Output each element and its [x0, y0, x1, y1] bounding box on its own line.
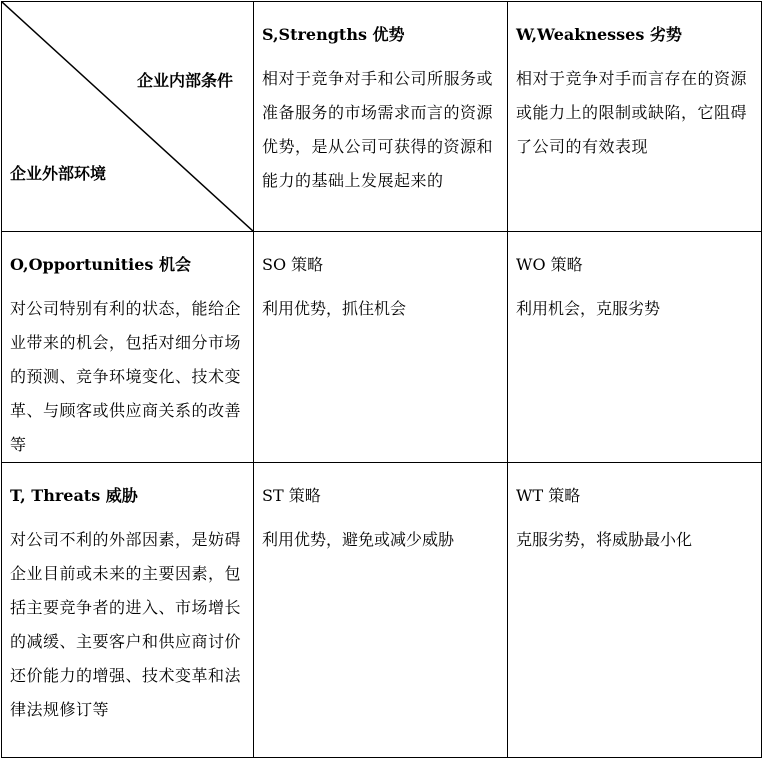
opportunities-description: 对公司特别有利的状态，能给企业带来的机会，包括对细分市场的预测、竞争环境变化、技术变革、与顾客或供应商关系的改善等 — [10, 299, 242, 454]
wo-strategy-title: WO 策略 — [516, 255, 583, 274]
threats-row — [2, 463, 762, 758]
weaknesses-description: 相对于竞争对手而言存在的资源或能力上的限制或缺陷，它阻碍了公司的有效表现 — [516, 69, 748, 156]
diagonal-divider — [2, 2, 254, 232]
so-strategy-cell — [254, 232, 508, 463]
swot-table — [1, 1, 762, 758]
wo-strategy-cell — [508, 232, 762, 463]
opportunities-title: O,Opportunities 机会 — [10, 255, 191, 274]
threats-description: 对公司不利的外部因素，是妨碍企业目前或未来的主要因素，包括主要竞争者的进入、市场增长的减缓、主要客户和供应商讨价还价能力的增强、技术变革和法律法规修订等 — [10, 530, 242, 719]
wo-strategy-text: 利用机会，克服劣势 — [516, 299, 661, 318]
internal-conditions-label: 企业内部条件 — [136, 71, 233, 90]
header-row — [2, 2, 762, 232]
external-environment-label: 企业外部环境 — [10, 164, 107, 183]
wt-strategy-cell — [508, 463, 762, 758]
threats-title: T, Threats 威胁 — [10, 486, 138, 505]
strengths-cell — [254, 2, 508, 232]
so-strategy-text: 利用优势，抓住机会 — [262, 299, 407, 318]
weaknesses-cell — [508, 2, 762, 232]
st-strategy-text: 利用优势，避免或减少威胁 — [262, 530, 455, 549]
wt-strategy-text: 克服劣势，将威胁最小化 — [516, 530, 693, 549]
corner-cell — [2, 2, 254, 232]
threats-cell — [2, 463, 254, 758]
weaknesses-title: W,Weaknesses 劣势 — [516, 25, 682, 44]
opportunities-row — [2, 232, 762, 463]
opportunities-cell — [2, 232, 254, 463]
st-strategy-title: ST 策略 — [262, 486, 321, 505]
st-strategy-cell — [254, 463, 508, 758]
strengths-title: S,Strengths 优势 — [262, 25, 405, 44]
wt-strategy-title: WT 策略 — [516, 486, 581, 505]
strengths-description: 相对于竞争对手和公司所服务或准备服务的市场需求而言的资源优势，是从公司可获得的资源和能力的基础上发展起来的 — [262, 69, 494, 190]
so-strategy-title: SO 策略 — [262, 255, 324, 274]
